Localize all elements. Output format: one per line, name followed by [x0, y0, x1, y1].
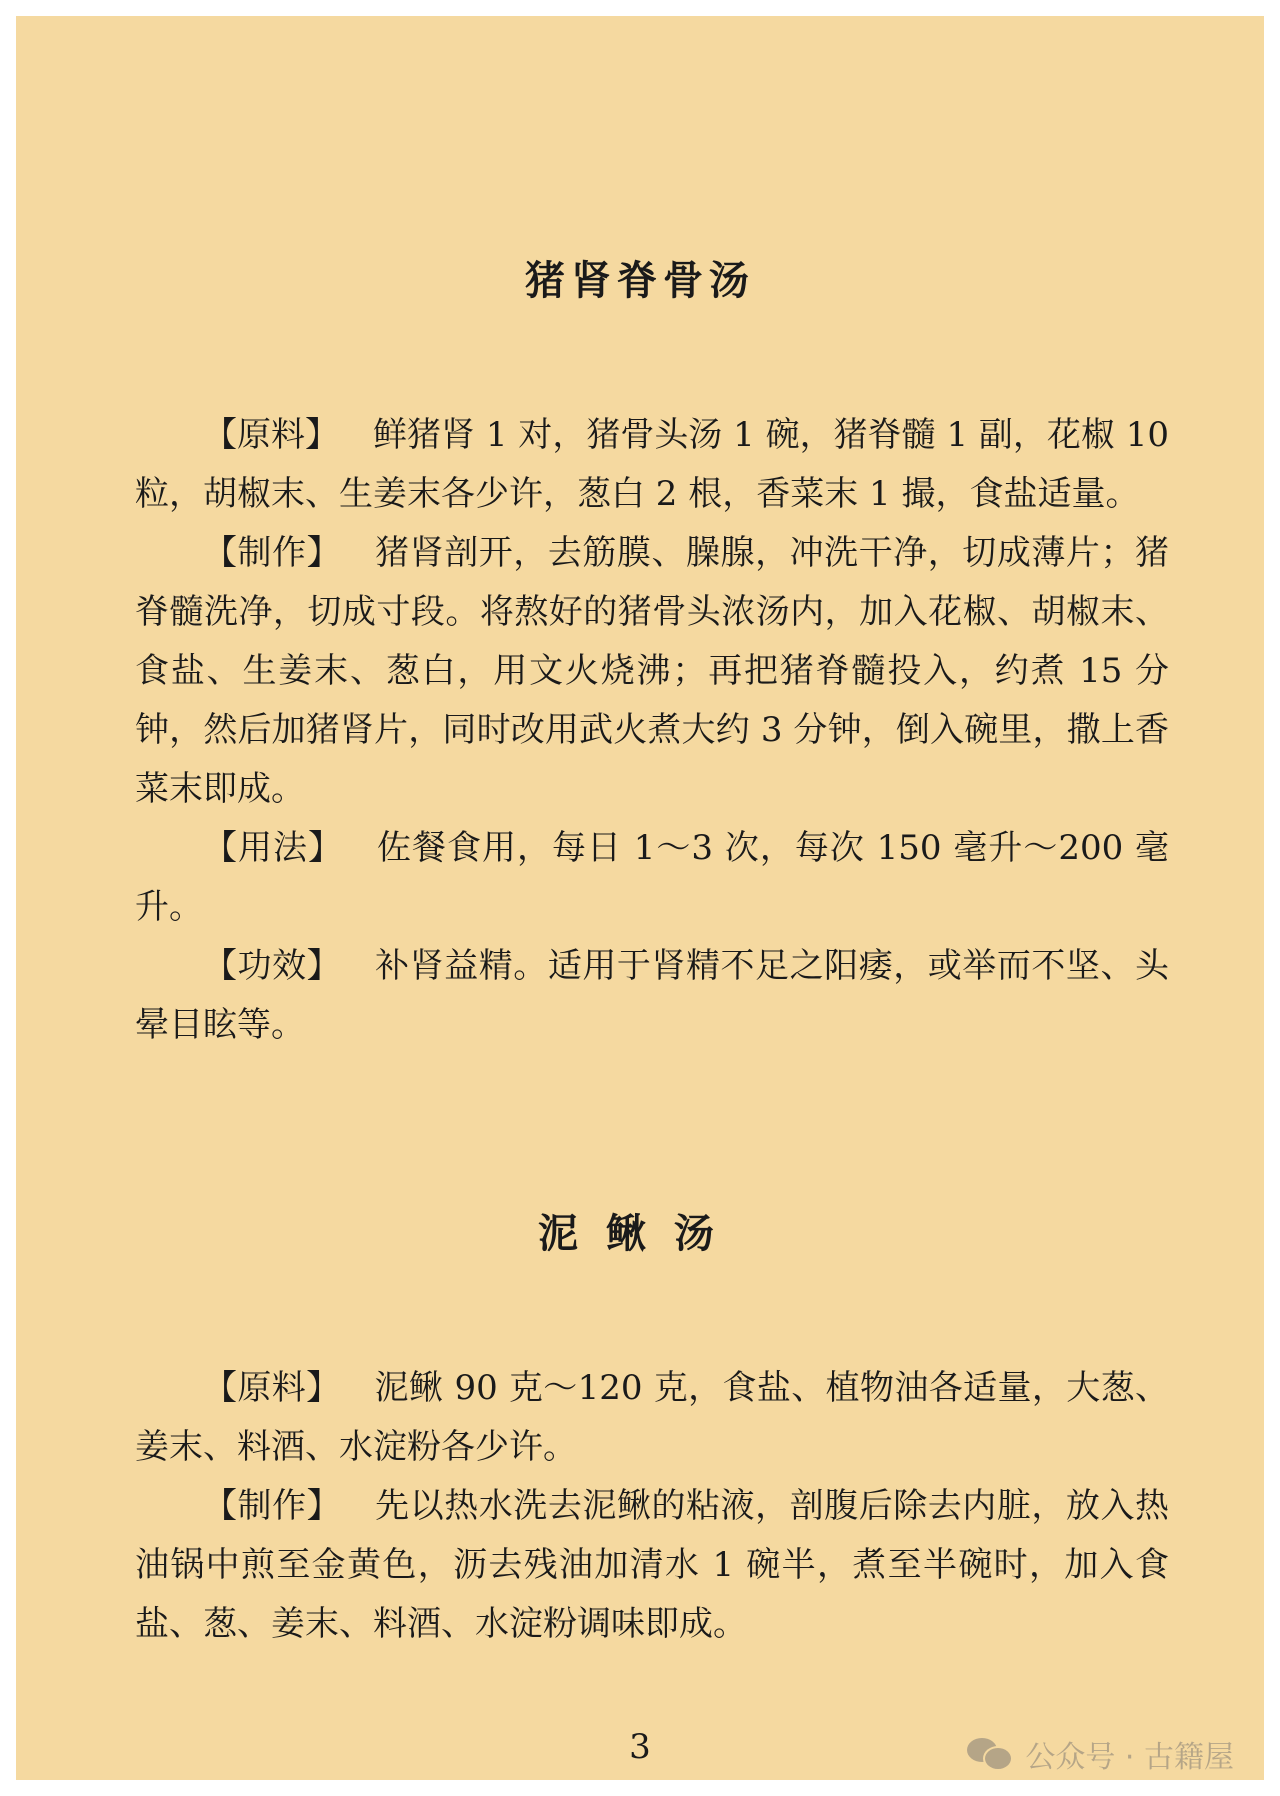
section-label: 【功效】: [203, 946, 342, 986]
paragraph-efficacy: [135, 937, 1169, 1055]
paragraph-text: 泥鳅 90 克～120 克，食盐、植物油各适量，大葱、姜末、料酒、水淀粉各少许。: [135, 1368, 1169, 1467]
watermark: [967, 1732, 1234, 1776]
paragraph-usage: [135, 819, 1169, 937]
paragraph-preparation: [135, 1477, 1169, 1654]
page-number: 3: [629, 1727, 651, 1767]
paragraph-text: 鲜猪肾 1 对，猪骨头汤 1 碗，猪脊髓 1 副，花椒 10 粒，胡椒末、生姜末各少许，葱白 2 根，香菜末 1 撮，食盐适量。: [135, 415, 1170, 514]
wechat-icon: [967, 1736, 1015, 1772]
book-page: [16, 16, 1264, 1780]
watermark-text: 公众号 · 古籍屋: [1025, 1740, 1234, 1775]
section-label: 【原料】: [203, 415, 340, 455]
paragraph-text: 先以热水洗去泥鳅的粘液，剖腹后除去内脏，放入热油锅中煎至金黄色，沥去残油加清水 1 碗半，煮至半碗时，加入食盐、葱、姜末、料酒、水淀粉调味即成。: [135, 1486, 1170, 1644]
section-label: 【制作】: [203, 533, 342, 573]
section-label: 【制作】: [203, 1486, 342, 1526]
paragraph-text: 补肾益精。适用于肾精不足之阳痿，或举而不坚、头晕目眩等。: [135, 946, 1170, 1045]
recipe-section: [135, 406, 1169, 1055]
section-label: 【原料】: [203, 1368, 341, 1408]
recipe-title: 猪肾脊骨汤: [525, 257, 755, 304]
paragraph-preparation: [135, 524, 1169, 819]
paragraph-text: 佐餐食用，每日 1～3 次，每次 150 毫升～200 毫升。: [135, 828, 1170, 927]
section-label: 【用法】: [203, 828, 343, 868]
paragraph-ingredients: [135, 1359, 1169, 1477]
recipe-title: 泥鳅汤: [538, 1210, 742, 1257]
recipe-section: [135, 1359, 1169, 1654]
paragraph-ingredients: [135, 406, 1169, 524]
paragraph-text: 猪肾剖开，去筋膜、臊腺，冲洗干净，切成薄片；猪脊髓洗净，切成寸段。将熬好的猪骨头浓汤内，加入花椒、胡椒末、食盐、生姜末、葱白，用文火烧沸；再把猪脊髓投入，约煮 15 分钟，然后加猪肾片，同时改用武火煮大约 3 分钟，倒入碗里，撒上香菜末即成。: [135, 533, 1170, 809]
